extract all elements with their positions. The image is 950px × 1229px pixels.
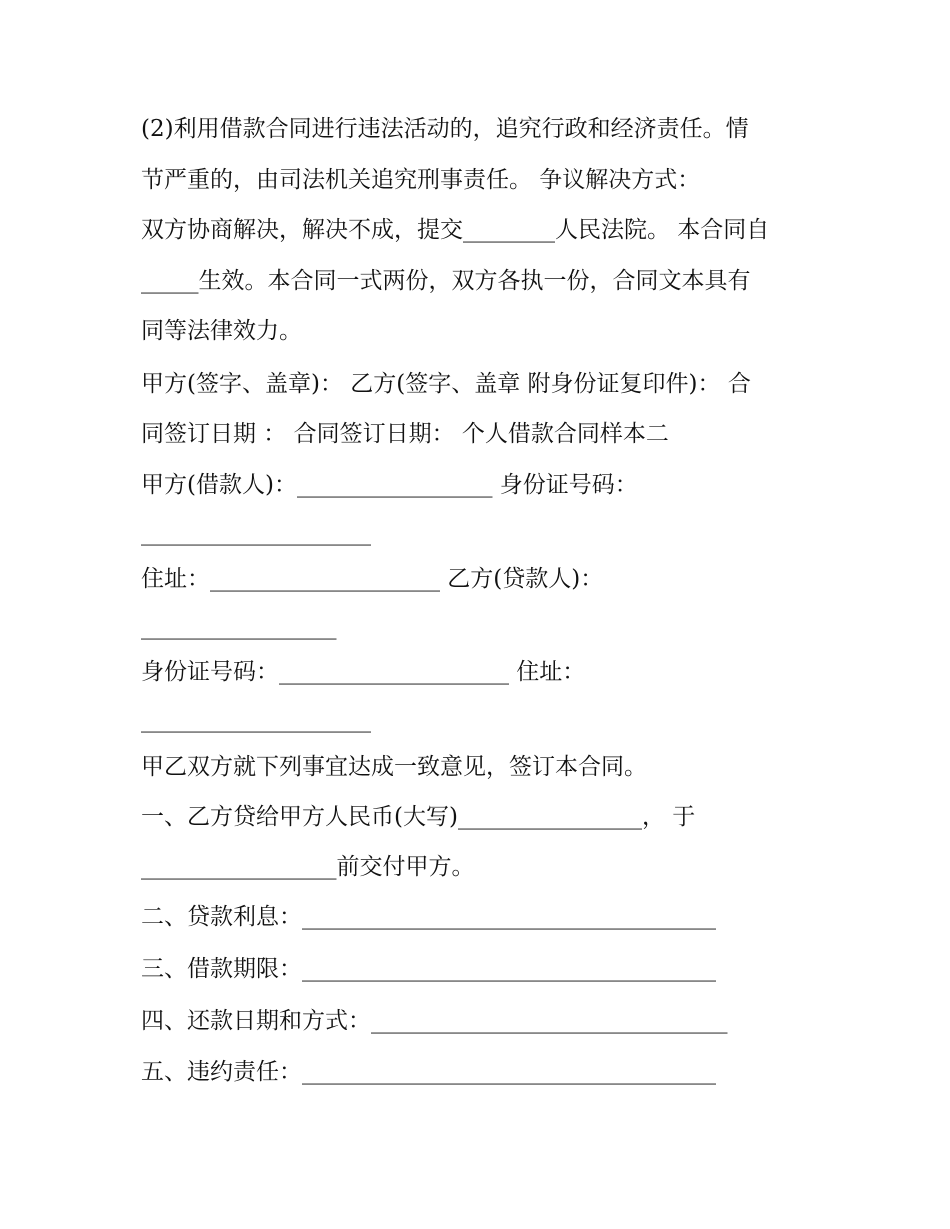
text-line: 住址：____________________ 乙方(贷款人)： <box>141 566 604 592</box>
text-line: 一、乙方贷给甲方人民币(大写)________________， 于 <box>141 804 696 830</box>
text-line: ____________________ <box>141 520 371 546</box>
text-line: 同等法律效力。 <box>141 318 302 344</box>
text-line: 三、借款期限：____________________________________ <box>141 956 716 982</box>
text-line: _________________前交付甲方。 <box>141 854 475 880</box>
text-line: 身份证号码：____________________ 住址： <box>141 659 586 685</box>
text-line: 甲方(签字、盖章)： 乙方(签字、盖章 附身份证复印件)： 合 <box>141 371 751 397</box>
text-line: 节严重的，由司法机关追究刑事责任。 争议解决方式： <box>141 167 701 193</box>
text-line: 双方协商解决，解决不成，提交________人民法院。 本合同自 <box>141 217 770 243</box>
text-line: 同签订日期 ： 合同签订日期： 个人借款合同样本二 <box>141 421 669 447</box>
text-line: 甲方(借款人)：_________________ 身份证号码： <box>141 472 638 498</box>
text-line: (2)利用借款合同进行违法活动的，追究行政和经济责任。情 <box>141 116 749 142</box>
text-line: _____生效。本合同一式两份，双方各执一份，合同文本具有 <box>141 268 751 294</box>
text-line: 四、还款日期和方式：_______________________________ <box>141 1008 728 1034</box>
text-line: ____________________ <box>141 707 371 733</box>
text-line: 二、贷款利息：____________________________________ <box>141 904 716 930</box>
text-line: 五、违约责任：____________________________________ <box>141 1059 716 1085</box>
text-line: _________________ <box>141 614 337 640</box>
text-line: 甲乙双方就下列事宜达成一致意见，签订本合同。 <box>141 754 647 780</box>
